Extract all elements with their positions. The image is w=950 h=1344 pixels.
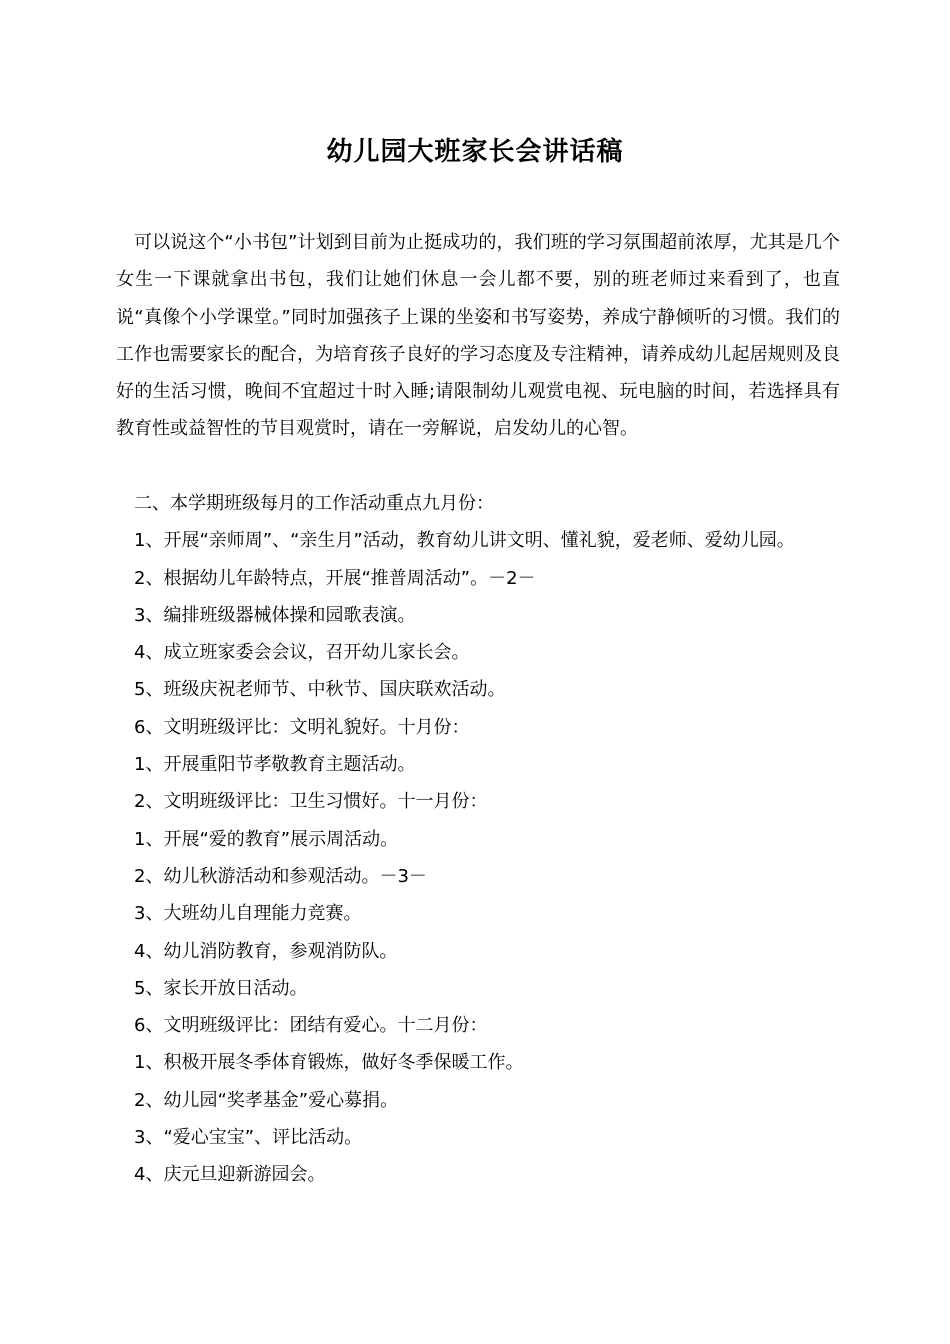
list-item: 1、开展重阳节孝敬教育主题活动。 (134, 754, 416, 776)
list-item: 2、幼儿园“奖孝基金”爱心募捐。 (134, 1089, 399, 1111)
list-item: 4、成立班家委会会议，召开幼儿家长会。 (134, 642, 470, 664)
list-item: 二、本学期班级每月的工作活动重点九月份： (134, 493, 494, 514)
list-item: 3、大班幼儿自理能力竞赛。 (134, 903, 362, 925)
list-item: 4、庆元旦迎新游园会。 (134, 1164, 326, 1186)
list-item: 6、文明班级评比：文明礼貌好。十月份： (134, 716, 470, 738)
list-item: 3、“爱心宝宝”、评比活动。 (134, 1127, 363, 1149)
list-item: 5、家长开放日活动。 (134, 977, 308, 999)
list-item: 5、班级庆祝老师节、中秋节、国庆联欢活动。 (134, 679, 506, 701)
list-item: 1、开展“爱的教育”展示周活动。 (134, 828, 399, 850)
list-item: 2、幼儿秋游活动和参观活动。－3－ (134, 865, 427, 887)
list-item: 1、积极开展冬季体育锻炼，做好冬季保暖工作。 (134, 1052, 524, 1074)
intro-paragraph: 可以说这个“小书包”计划到目前为止挺成功的，我们班的学习氛围超前浓厚，尤其是几个女生一下课就拿出书包，我们让她们休息一会儿都不要，别的班老师过来看到了，也直说“真像个小学课堂。”同时加强孩子上课的坐姿和书写姿势，养成宁静倾听的习惯。我们的工作也需要家长的配合，为培育孩子良好的学习态度及专注精神，请养成幼儿起居规则及良好的生活习惯，晚间不宜超过十时入睡;请限制幼儿观赏电视、玩电脑的时间，若选择具有教育性或益智性的节目观赏时，请在一旁解说，启发幼儿的心智。 (116, 232, 840, 440)
list-item: 2、根据幼儿年龄特点，开展“推普周活动”。－2－ (134, 567, 536, 589)
list-item: 2、文明班级评比：卫生习惯好。十一月份： (134, 791, 488, 813)
document-title: 幼儿园大班家长会讲话稿 (326, 137, 624, 167)
list-item: 4、幼儿消防教育，参观消防队。 (134, 940, 398, 962)
item-list (116, 485, 840, 1194)
list-item: 6、文明班级评比：团结有爱心。十二月份： (134, 1015, 488, 1037)
list-item: 3、编排班级器械体操和园歌表演。 (134, 604, 416, 626)
list-item: 1、开展“亲师周”、“亲生月”活动，教育幼儿讲文明、懂礼貌，爱老师、爱幼儿园。 (134, 530, 795, 552)
